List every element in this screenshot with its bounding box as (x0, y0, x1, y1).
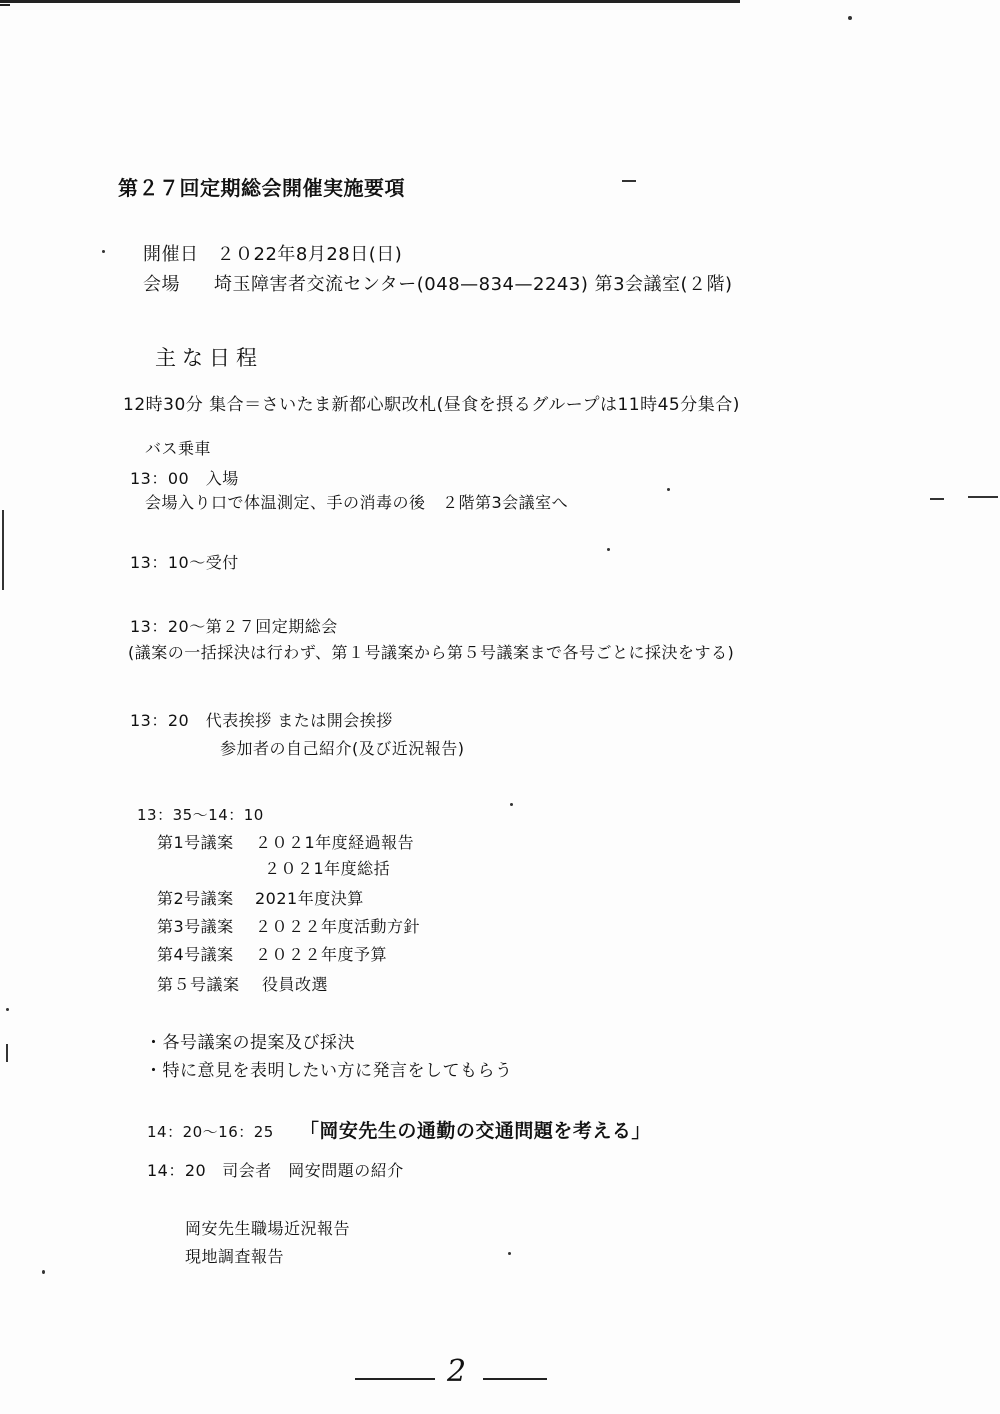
scan-mark (2, 510, 4, 590)
venue-label: 会場 (143, 274, 180, 295)
bullet-1: ・各号議案の提案及び採決 (145, 1033, 355, 1053)
page-number: 2 (447, 1354, 467, 1389)
session2-intro-time: 14：20 (147, 1161, 207, 1180)
scan-speck (102, 250, 105, 253)
scan-speck (667, 488, 670, 491)
agenda-item-2-label: 第2号議案 (157, 889, 234, 908)
session2-item-1: 岡安先生職場近況報告 (185, 1219, 351, 1238)
agenda-item-3-label: 第3号議案 (157, 917, 234, 936)
event-date-row (143, 240, 402, 266)
venue-value: 埼玉障害者交流センター(048—834—2243) 第3会議室(２階) (214, 274, 733, 295)
schedule-heading: 主な日程 (155, 346, 263, 370)
agenda-item-4-label: 第4号議案 (157, 945, 234, 964)
scan-mark (930, 498, 944, 500)
top-border-line (0, 0, 740, 3)
agenda-item-4 (157, 942, 387, 965)
reception-line: 13：10～受付 (130, 553, 239, 572)
meeting-start-line: 13：20～第２７回定期総会 (130, 617, 338, 636)
gathering-line: 12時30分 集合＝さいたま新都心駅改札(昼食を摂るグループは11時45分集合) (123, 395, 740, 415)
scan-speck (510, 803, 513, 806)
entry-time-line: 13：00 入場 (130, 469, 239, 488)
bullet-2: ・特に意見を表明したい方に発言をしてもらう (145, 1061, 513, 1081)
agenda-item-3 (157, 914, 420, 937)
voting-note-line: (議案の一括採決は行わず、第１号議案から第５号議案まで各号ごとに採決をする) (128, 643, 735, 662)
agenda-item-1b-value: ２０２1年度総括 (264, 859, 391, 878)
agenda-item-5-value: 役員改選 (262, 975, 329, 994)
footer-dash-left (355, 1378, 435, 1380)
agenda-item-4-value: ２０２２年度予算 (255, 945, 388, 964)
scan-speck (6, 1008, 9, 1011)
agenda-item-3-value: ２０２２年度活動方針 (255, 917, 421, 936)
agenda-item-5-label: 第５号議案 (157, 975, 240, 994)
scan-mark (622, 180, 636, 182)
session2-theme: 「岡安先生の通勤の交通問題を考える」 (299, 1120, 651, 1142)
bus-line: バス乗車 (145, 439, 212, 458)
greeting-line: 13：20 代表挨拶 または開会挨拶 (130, 711, 393, 730)
session2-item-2: 現地調査報告 (185, 1247, 285, 1266)
agenda-item-1b (157, 856, 390, 879)
self-intro-line: 参加者の自己紹介(及び近況報告) (220, 739, 465, 758)
top-corner-mark (0, 4, 10, 6)
session2-intro-row (147, 1158, 404, 1181)
entry-detail-line: 会場入り口で体温測定、手の消毒の後 ２階第3会議室へ (145, 493, 569, 512)
scan-speck (848, 16, 852, 20)
footer-dash-right (483, 1378, 547, 1380)
event-date-value: ２０22年8月28日(日) (216, 244, 403, 265)
scan-speck (508, 1252, 511, 1255)
page-footer (355, 1352, 555, 1392)
session2-intro-text: 司会者 岡安問題の紹介 (222, 1161, 404, 1180)
agenda-time-line: 13：35～14：10 (137, 806, 264, 824)
scan-mark (6, 1044, 8, 1062)
event-date-label: 開催日 (143, 244, 199, 265)
session2-time: 14：20～16：25 (147, 1123, 274, 1141)
agenda-item-2-value: 2021年度決算 (255, 889, 364, 908)
scan-speck (607, 548, 610, 551)
agenda-item-1 (157, 830, 414, 853)
session2-row (147, 1116, 651, 1143)
agenda-item-5 (157, 972, 328, 995)
document-title: 第２７回定期総会開催実施要項 (118, 176, 405, 200)
agenda-item-1-label: 第1号議案 (157, 833, 234, 852)
agenda-item-2 (157, 886, 364, 909)
agenda-item-1-value: ２０２1年度経過報告 (255, 833, 415, 852)
venue-row (143, 270, 733, 296)
scan-mark (968, 496, 998, 498)
scan-speck (42, 1270, 45, 1274)
